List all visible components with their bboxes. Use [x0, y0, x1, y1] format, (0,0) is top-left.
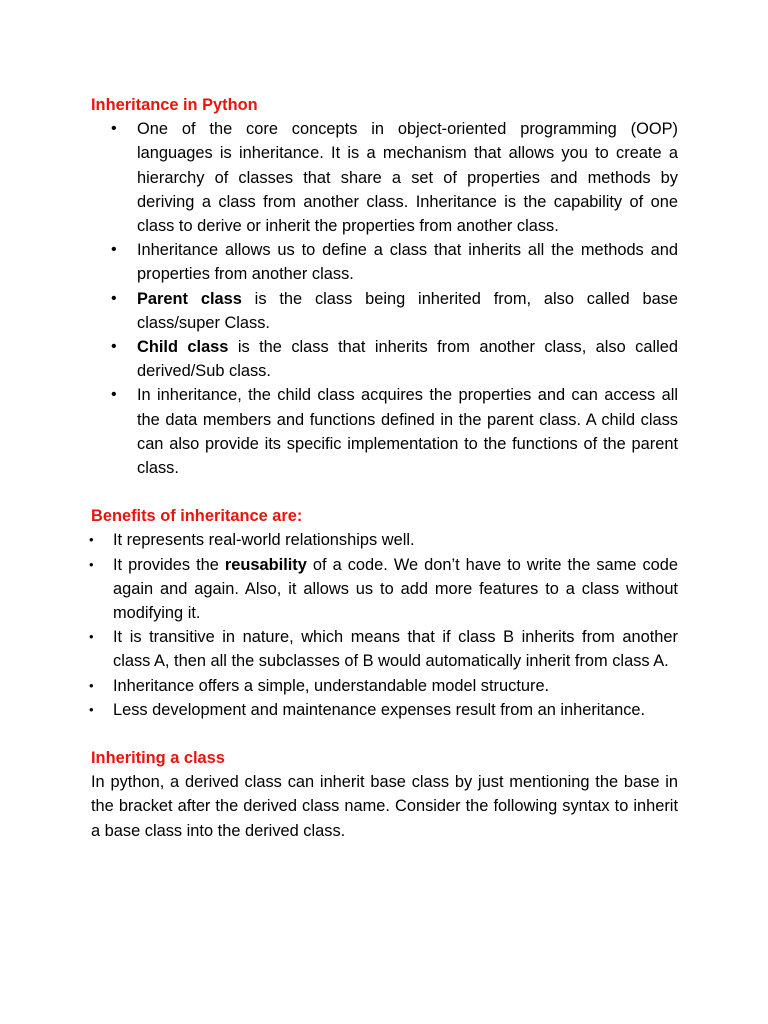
bullet-icon: • — [111, 338, 117, 356]
bullet-icon: • — [89, 701, 94, 717]
list-item: • One of the core concepts in object-oriented programming (OOP) languages is inheritance. It is a mechanism that allows you to create a hierarchy of classes that share a set of properties and methods by deriving a class from another class. Inheritance is the capability of one class to derive or inherit the properties from another class. — [91, 117, 678, 238]
term-reusability: reusability — [224, 555, 307, 574]
spacer — [91, 480, 678, 504]
list-item: • In inheritance, the child class acquires the properties and can access all the data members and functions defined in the parent class. A child class can also provide its specific implementation to the functions of the parent class. — [91, 383, 678, 480]
bullet-icon: • — [89, 677, 94, 693]
list-item: • It is transitive in nature, which means that if class B inherits from another class A, then all the subclasses of B would automatically inherit from class A. — [91, 625, 678, 673]
list-item: • It provides the reusability of a code. We don’t have to write the same code again and again. Also, it allows us to add more features to a class without modifying it. — [91, 553, 678, 626]
list-item: • Inheritance allows us to define a class that inherits all the methods and properties from another class. — [91, 238, 678, 286]
heading-inheriting-a-class: Inheriting a class — [91, 749, 225, 768]
bullet-icon: • — [111, 289, 117, 307]
term-child-class: Child class — [137, 338, 229, 357]
list-item: • Inheritance offers a simple, understandable model structure. — [91, 674, 678, 698]
bullet-icon: • — [111, 386, 117, 404]
term-parent-class: Parent class — [137, 289, 242, 308]
benefits-bullet-list — [91, 528, 678, 722]
inheritance-bullet-list — [91, 117, 678, 480]
bullet-icon: • — [89, 532, 94, 548]
document-page — [91, 93, 678, 843]
heading-inheritance-in-python: Inheritance in Python — [91, 96, 258, 114]
syntax-paragraph: In python, a derived class can inherit base class by just mentioning the base in the bracket after the derived class name. Consider the following syntax to inherit a base class into the derived class. — [91, 773, 678, 840]
list-item: • It represents real-world relationships well. — [91, 528, 678, 552]
spacer — [91, 722, 678, 746]
list-item: • Parent class is the class being inherited from, also called base class/super Class. — [91, 287, 678, 335]
bullet-icon: • — [89, 556, 94, 572]
bullet-icon: • — [111, 241, 117, 259]
list-item: • Child class is the class that inherits from another class, also called derived/Sub class. — [91, 335, 678, 383]
heading-benefits-of-inheritance: Benefits of inheritance are: — [91, 507, 303, 526]
list-item: • Less development and maintenance expenses result from an inheritance. — [91, 698, 678, 722]
bullet-icon: • — [89, 629, 94, 645]
bullet-icon: • — [111, 120, 117, 138]
